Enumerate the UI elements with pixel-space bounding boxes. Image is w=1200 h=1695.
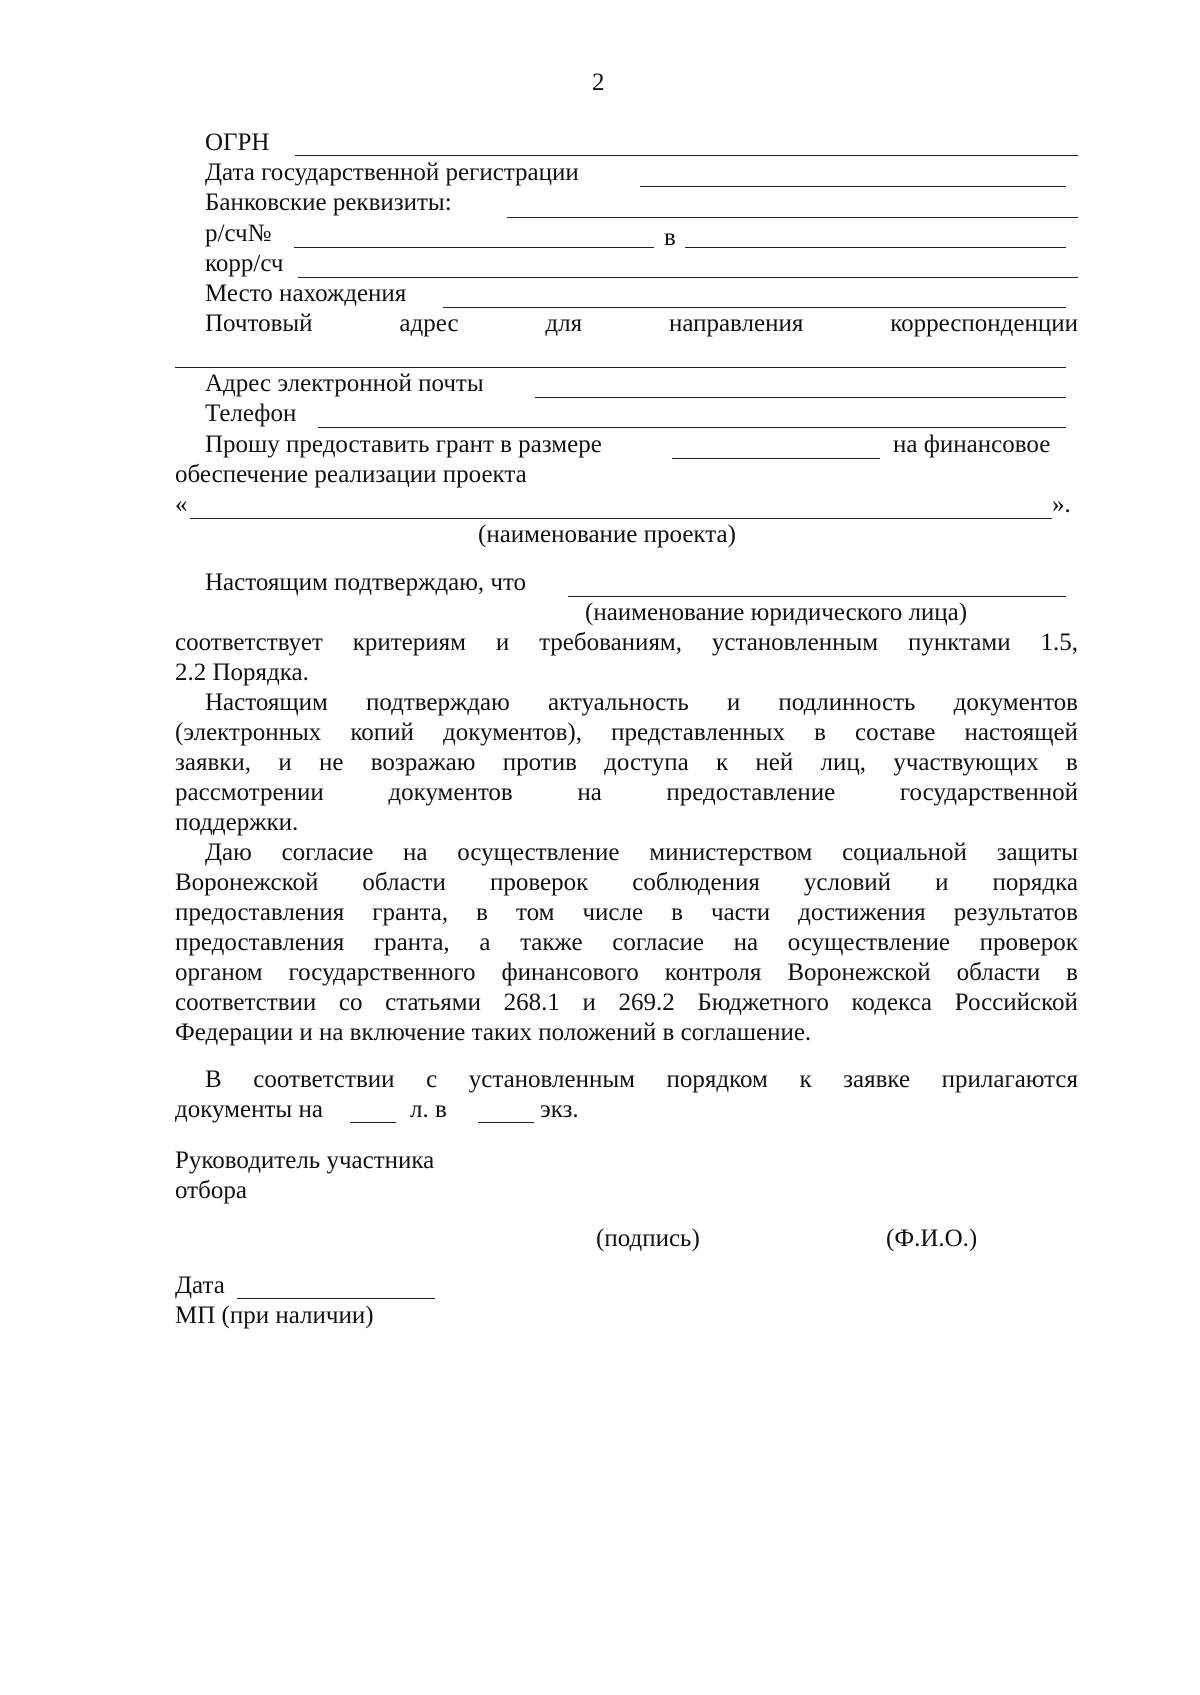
word: участвующих <box>893 749 1039 776</box>
word: требованиям, <box>539 629 683 656</box>
postal-address-field[interactable] <box>175 367 1066 368</box>
word: органом <box>175 959 263 986</box>
word: предоставления <box>175 929 345 956</box>
word: также <box>520 929 583 956</box>
account-field[interactable] <box>294 247 654 248</box>
word: Воронежской <box>787 959 931 986</box>
bank-details-label: Банковские реквизиты: <box>205 189 452 216</box>
word: Воронежской <box>175 869 319 896</box>
word: документов <box>953 689 1078 716</box>
word: в <box>814 719 826 746</box>
corr-account-field[interactable] <box>298 277 1078 278</box>
word: порядка <box>992 869 1078 896</box>
criteria-line-1 <box>175 628 1078 658</box>
word: к <box>799 1066 812 1093</box>
word: подтверждаю <box>365 689 510 716</box>
word: проверок <box>489 869 589 896</box>
word: кодекса <box>851 989 933 1016</box>
postal-word: адрес <box>399 310 459 337</box>
word: министерством <box>649 839 813 866</box>
head-title-line-1: Руководитель участника <box>175 1147 435 1174</box>
word: с <box>426 1066 438 1093</box>
word: соответствии <box>253 1066 395 1093</box>
word: том <box>515 899 555 926</box>
postal-word: направления <box>668 310 804 337</box>
account-bank-field[interactable] <box>685 247 1066 248</box>
consent-last-line: Федерации и на включение таких положений в соглашение. <box>175 1019 812 1046</box>
attachments-copies: экз. <box>540 1096 579 1123</box>
word: и <box>495 629 510 656</box>
word: рассмотрении <box>175 779 324 806</box>
word: в <box>1066 749 1078 776</box>
word: в <box>671 899 683 926</box>
justified-line <box>175 958 1078 988</box>
project-close-quote: ». <box>1052 491 1071 518</box>
word: 1.5, <box>1040 629 1078 656</box>
word: Бюджетного <box>697 989 829 1016</box>
word: условий <box>803 869 892 896</box>
account-bank-label: в <box>664 224 676 251</box>
seal-label: МП (при наличии) <box>175 1302 374 1329</box>
word: Даю <box>205 839 252 866</box>
ogrn-label: ОГРН <box>205 129 270 156</box>
entity-name-field[interactable] <box>568 596 1066 597</box>
justified-line <box>175 778 1078 808</box>
word: порядком <box>666 1066 768 1093</box>
reg-date-label: Дата государственной регистрации <box>205 159 579 186</box>
word: осуществление <box>787 929 950 956</box>
project-open-quote: « <box>175 491 188 518</box>
word: на <box>403 839 428 866</box>
word: и <box>935 869 949 896</box>
word: финансового <box>501 959 639 986</box>
word: в <box>1066 959 1078 986</box>
word: представленных <box>611 719 785 746</box>
attachments-prefix: документы на <box>175 1096 323 1123</box>
word: проверок <box>979 929 1078 956</box>
word: в <box>476 899 488 926</box>
word: со <box>338 989 363 1016</box>
word: копий <box>350 719 414 746</box>
word: осуществление <box>457 839 620 866</box>
word: достижения <box>798 899 926 926</box>
sheets-count-field[interactable] <box>350 1122 396 1123</box>
phone-label: Телефон <box>205 400 297 427</box>
project-name-field[interactable] <box>190 518 1052 519</box>
head-title-line-2: отбора <box>175 1177 247 1204</box>
word: установленным <box>468 1066 635 1093</box>
documents-last-line: поддержки. <box>175 809 299 836</box>
word: возражаю <box>370 749 476 776</box>
justified-line <box>175 868 1078 898</box>
word: (электронных <box>175 719 322 746</box>
justified-line <box>175 988 1078 1018</box>
word: документов), <box>443 719 582 746</box>
justified-line <box>205 1065 1078 1095</box>
word: на <box>577 779 602 806</box>
word: результатов <box>953 899 1078 926</box>
postal-word: для <box>545 310 583 337</box>
justified-line <box>175 748 1078 778</box>
ogrn-field[interactable] <box>295 155 1078 156</box>
attachments-sheets: л. в <box>410 1096 447 1123</box>
word: заявки, <box>175 749 252 776</box>
location-field[interactable] <box>443 307 1066 308</box>
word: Настоящим <box>205 689 328 716</box>
word: доступа <box>604 749 689 776</box>
reg-date-field[interactable] <box>640 186 1066 187</box>
word: гранта, <box>372 899 449 926</box>
word: 269.2 <box>618 989 675 1016</box>
justified-line <box>205 838 1078 868</box>
postal-word: корреспонденции <box>890 310 1078 337</box>
word: соблюдения <box>632 869 760 896</box>
word: Российской <box>954 989 1078 1016</box>
word: лиц, <box>820 749 867 776</box>
word: критериям <box>352 629 466 656</box>
word: области <box>956 959 1041 986</box>
word: к <box>715 749 729 776</box>
location-label: Место нахождения <box>205 280 407 307</box>
date-field[interactable] <box>237 1298 435 1299</box>
name-caption: (Ф.И.О.) <box>886 1225 978 1252</box>
grant-request-suffix: на финансовое <box>893 431 1051 458</box>
word: против <box>502 749 577 776</box>
word: прилагаются <box>941 1066 1078 1093</box>
word: соответствии <box>175 989 317 1016</box>
word: социальной <box>842 839 967 866</box>
word: установленным <box>711 629 879 656</box>
project-caption: (наименование проекта) <box>478 521 736 548</box>
word: ней <box>755 749 794 776</box>
grant-amount-field[interactable] <box>672 458 880 459</box>
word: контроля <box>664 959 762 986</box>
word: на <box>733 929 759 956</box>
word: предоставления <box>175 899 345 926</box>
word: соответствует <box>175 629 323 656</box>
email-field[interactable] <box>535 397 1066 398</box>
copies-count-field[interactable] <box>478 1122 534 1123</box>
email-label: Адрес электронной почты <box>205 370 484 397</box>
word: согласие <box>281 839 374 866</box>
corr-account-label: корр/сч <box>205 250 284 277</box>
word: и <box>726 689 741 716</box>
word: и <box>582 989 596 1016</box>
criteria-line-2: 2.2 Порядка. <box>175 659 309 686</box>
justified-line <box>175 718 1078 748</box>
word: подлинность <box>778 689 916 716</box>
postal-word: Почтовый <box>205 310 313 337</box>
signature-caption: (подпись) <box>596 1225 700 1252</box>
word: государственной <box>899 779 1078 806</box>
confirm-criteria-text: Настоящим подтверждаю, что <box>205 569 527 596</box>
word: гранта, <box>373 929 450 956</box>
phone-field[interactable] <box>318 427 1066 428</box>
grant-request-line2: обеспечение реализации проекта <box>175 461 527 488</box>
word: документов <box>388 779 513 806</box>
word: государственного <box>288 959 476 986</box>
word: настоящей <box>964 719 1078 746</box>
word: 268.1 <box>503 989 560 1016</box>
word: числе <box>582 899 644 926</box>
justified-line <box>175 928 1078 958</box>
word: части <box>711 899 771 926</box>
bank-details-field[interactable] <box>507 217 1078 218</box>
word: и <box>278 749 292 776</box>
word: предоставление <box>666 779 836 806</box>
page-number: 2 <box>592 69 605 96</box>
entity-caption: (наименование юридического лица) <box>585 599 968 626</box>
word: защиты <box>996 839 1078 866</box>
justified-line <box>175 898 1078 928</box>
word: В <box>205 1066 222 1093</box>
word: статьями <box>385 989 481 1016</box>
word: заявке <box>843 1066 911 1093</box>
word: составе <box>855 719 936 746</box>
word: не <box>319 749 344 776</box>
postal-address-label <box>205 309 1078 339</box>
word: актуальность <box>547 689 689 716</box>
word: согласие <box>612 929 704 956</box>
word: а <box>479 929 491 956</box>
account-label: р/сч№ <box>205 220 272 247</box>
justified-line <box>205 688 1078 718</box>
date-label: Дата <box>175 1272 225 1299</box>
grant-request-text: Прошу предоставить грант в размере <box>205 431 602 458</box>
word: пунктами <box>907 629 1011 656</box>
word: области <box>362 869 446 896</box>
